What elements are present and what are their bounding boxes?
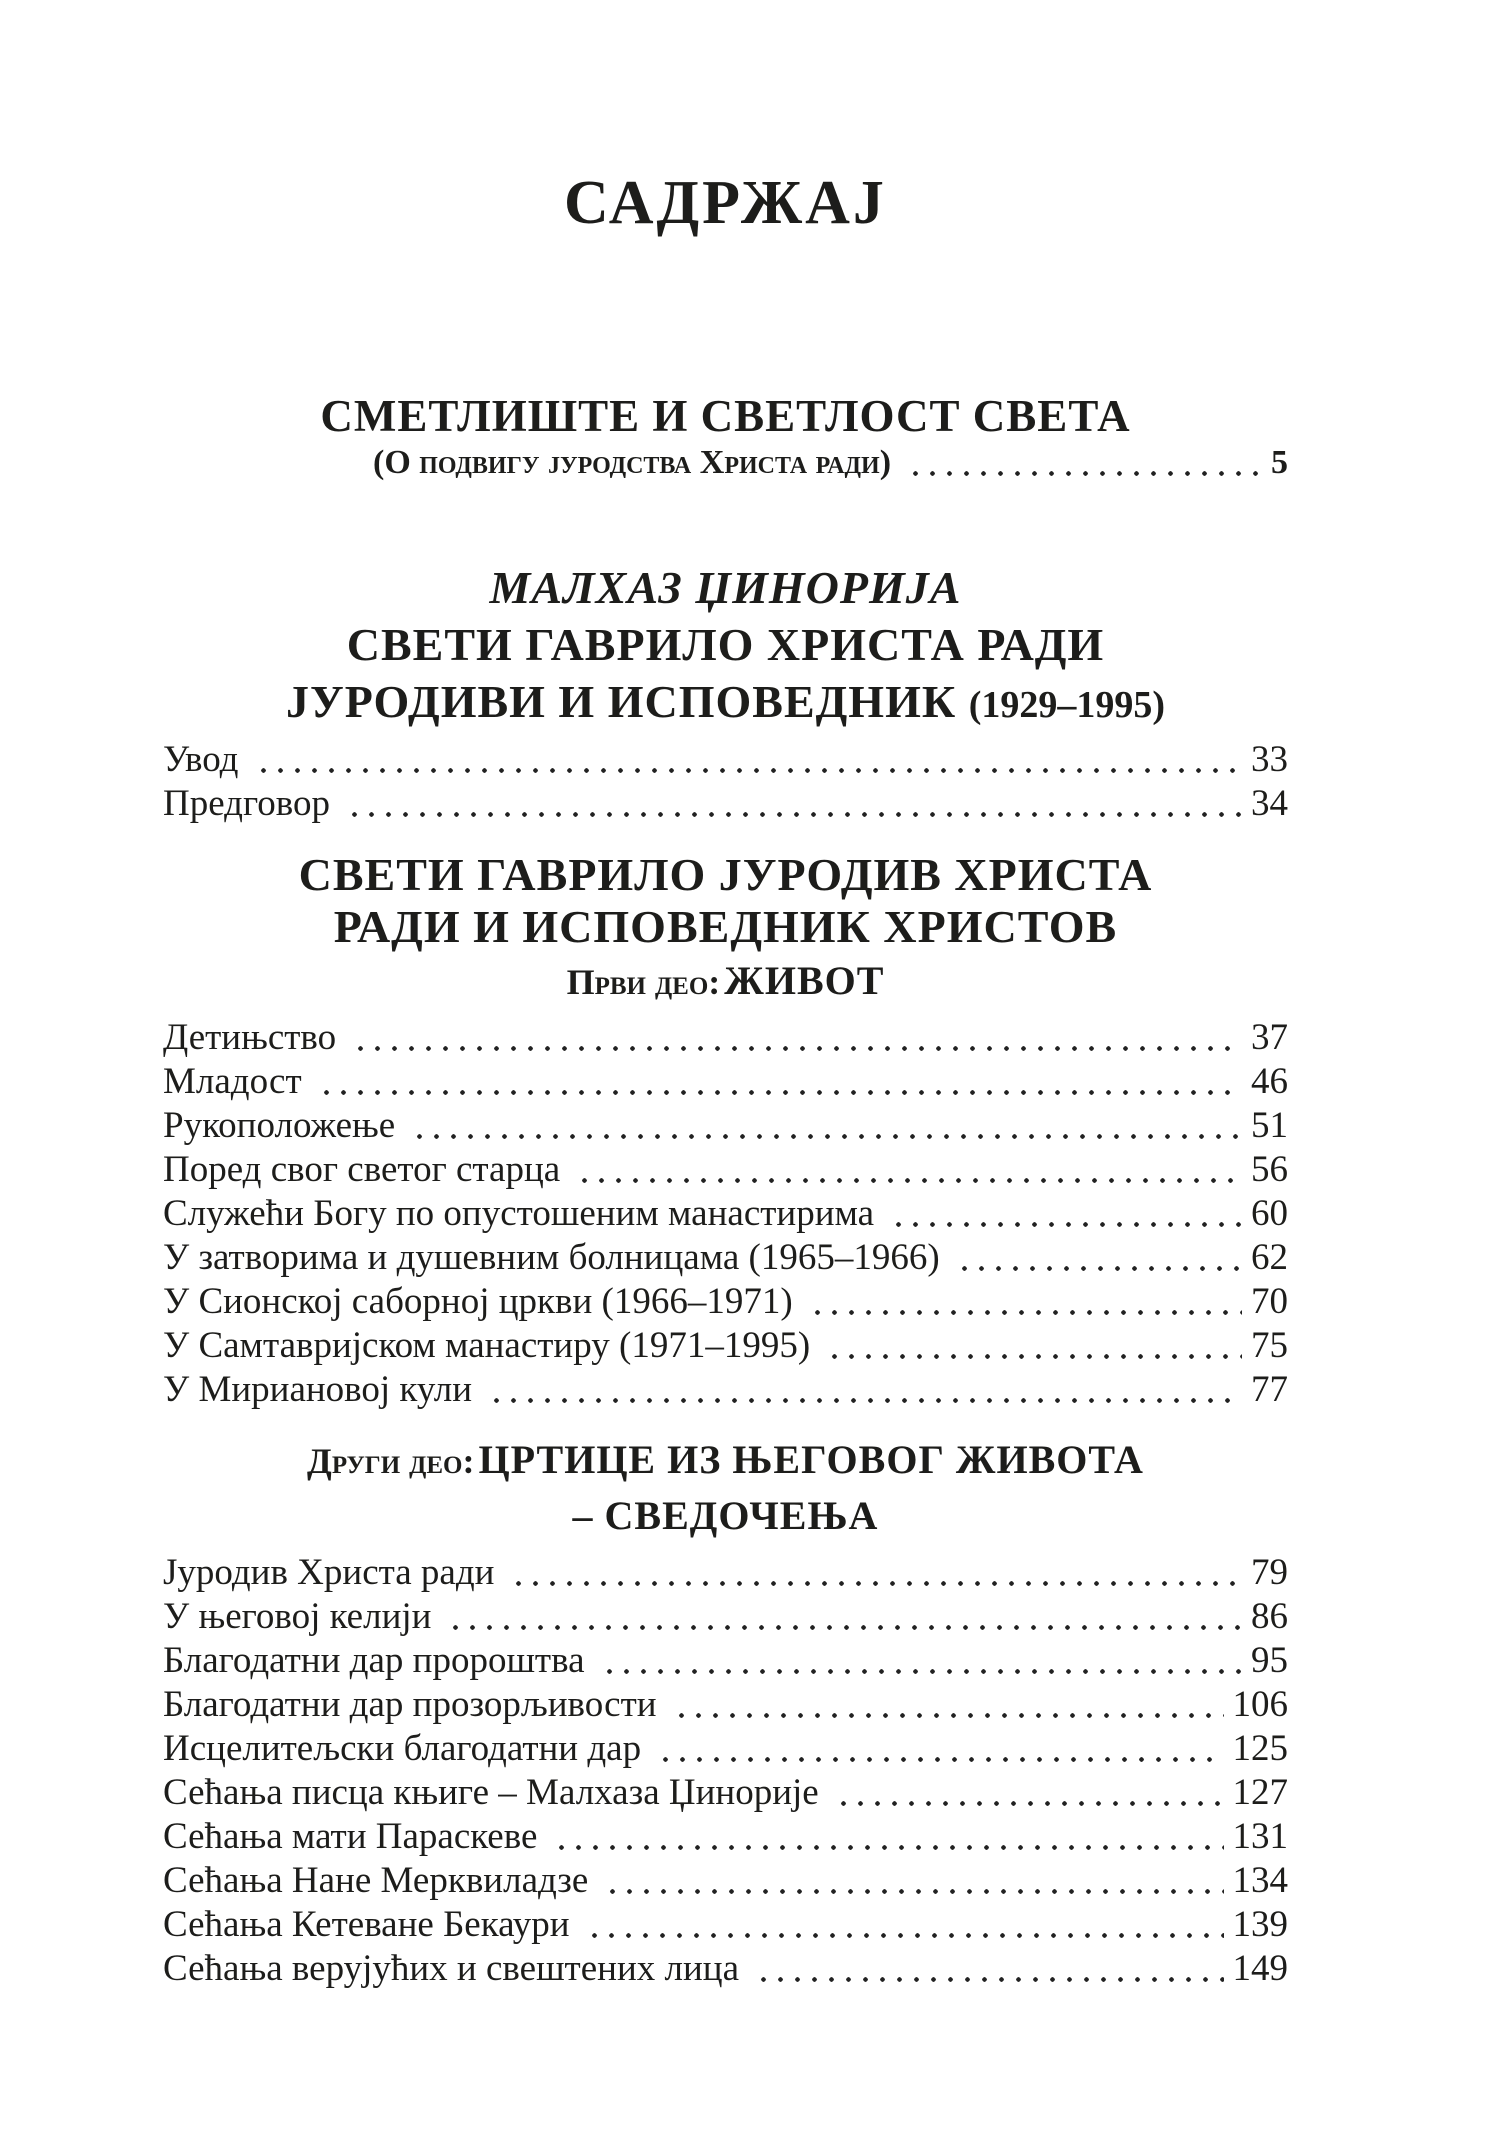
toc-page-number: 33: [1251, 739, 1288, 780]
part1-rows: [163, 1016, 1288, 1412]
toc-entry: [163, 1903, 1288, 1947]
toc-page-number: 5: [1271, 444, 1288, 481]
toc-entry: [163, 1815, 1288, 1859]
toc-entry: [163, 782, 1288, 826]
toc-entry: [163, 1016, 1288, 1060]
toc-page-number: 79: [1251, 1552, 1288, 1593]
toc-content: [163, 0, 1288, 1991]
toc-dot-leader: [820, 1324, 1242, 1368]
part1-heading: [163, 957, 1288, 1014]
toc-page-number: 77: [1251, 1369, 1288, 1410]
toc-entry-label: Благодатни дар пророштва: [163, 1640, 585, 1681]
toc-entry-label: Рукоположење: [163, 1105, 396, 1146]
toc-entry-label: Сећања Кетеване Бекаури: [163, 1904, 570, 1945]
book-heading: [163, 559, 1288, 734]
toc-page-number: 46: [1251, 1061, 1288, 1102]
toc-page-number: 125: [1232, 1728, 1288, 1769]
saint-heading: [163, 849, 1288, 953]
toc-page-number: 95: [1251, 1640, 1288, 1681]
toc-entry-label: Младост: [163, 1061, 302, 1102]
toc-dot-leader: [482, 1368, 1242, 1412]
toc-dot-leader: [651, 1727, 1223, 1771]
part2-title-line1: ЦРТИЦЕ ИЗ ЊЕГОВОГ ЖИВОТА: [478, 1437, 1144, 1482]
toc-dot-leader: [749, 1947, 1224, 1991]
toc-entry: [163, 1324, 1288, 1368]
part2-heading-line1: [163, 1436, 1288, 1493]
toc-entry: [163, 1236, 1288, 1280]
toc-entry-label: Предговор: [163, 783, 330, 824]
toc-entry-label: Поред свог светог старца: [163, 1149, 561, 1190]
book-title-years: (1929–1995): [968, 684, 1166, 726]
toc-dot-leader: [580, 1903, 1224, 1947]
part1-label: Први део:: [566, 962, 721, 1002]
part2-heading: [163, 1436, 1288, 1539]
part2-rows: [163, 1551, 1288, 1991]
toc-entry-label: Сећања Нане Мерквиладзе: [163, 1860, 589, 1901]
book-title-line1: СВЕТИ ГАВРИЛО ХРИСТА РАДИ: [346, 619, 1105, 670]
toc-page-number: 139: [1232, 1904, 1288, 1945]
toc-entry-label: (О подвигу јуродства Христа ради): [373, 444, 892, 481]
toc-dot-leader: [504, 1551, 1242, 1595]
toc-entry: [163, 1947, 1288, 1991]
toc-dot-leader: [405, 1104, 1242, 1148]
toc-dot-leader: [950, 1236, 1242, 1280]
toc-entry: [373, 441, 1288, 485]
toc-entry: [163, 1104, 1288, 1148]
toc-page-number: 131: [1232, 1816, 1288, 1857]
toc-dot-leader: [441, 1595, 1242, 1639]
toc-entry: [163, 1595, 1288, 1639]
book-title-line2: [163, 673, 1288, 734]
toc-dot-leader: [570, 1148, 1242, 1192]
toc-page-number: 134: [1232, 1860, 1288, 1901]
toc-page-number: 127: [1232, 1772, 1288, 1813]
book-author: МАЛХАЗ ЏИНОРИЈА: [489, 562, 962, 613]
toc-page-number: 70: [1251, 1281, 1288, 1322]
toc-entry-label: Сећања мати Параскеве: [163, 1816, 538, 1857]
toc-page-number: 60: [1251, 1193, 1288, 1234]
toc-dot-leader: [884, 1192, 1242, 1236]
saint-heading-line1: СВЕТИ ГАВРИЛО ЈУРОДИВ ХРИСТА: [298, 849, 1153, 900]
toc-entry-label: Сећања верујућих и свештених лица: [163, 1948, 739, 1989]
toc-entry: [163, 1859, 1288, 1903]
toc-dot-leader: [901, 441, 1262, 485]
toc-dot-leader: [803, 1280, 1242, 1324]
toc-page-number: 86: [1251, 1596, 1288, 1637]
toc-entry: [163, 1727, 1288, 1771]
toc-page-number: 34: [1251, 783, 1288, 824]
toc-dot-leader: [340, 782, 1242, 826]
toc-entry: [163, 1368, 1288, 1412]
part2-title-line2: – СВЕДОЧЕЊА: [572, 1493, 879, 1538]
section-intro-heading: СМЕТЛИШТЕ И СВЕТЛОСТ СВЕТА: [320, 391, 1131, 441]
toc-entry: [163, 1551, 1288, 1595]
toc-entry-label: Увод: [163, 739, 239, 780]
toc-dot-leader: [312, 1060, 1242, 1104]
toc-dot-leader: [249, 738, 1243, 782]
toc-entry: [163, 1683, 1288, 1727]
toc-entry-label: Исцелитељски благодатни дар: [163, 1728, 642, 1769]
toc-entry: [163, 1771, 1288, 1815]
toc-entry-label: У Сионској саборној цркви (1966–1971): [163, 1281, 793, 1322]
toc-dot-leader: [829, 1771, 1224, 1815]
toc-entry-label: Благодатни дар прозорљивости: [163, 1684, 657, 1725]
toc-page-number: 75: [1251, 1325, 1288, 1366]
toc-page-number: 62: [1251, 1237, 1288, 1278]
part2-label: Други део:: [307, 1441, 475, 1481]
toc-entry: [163, 1639, 1288, 1683]
toc-dot-leader: [346, 1016, 1242, 1060]
toc-entry: [163, 1280, 1288, 1324]
toc-entry-label: У Мириановој кули: [163, 1369, 473, 1410]
toc-entry-label: Сећања писца књиге – Малхаза Џинорије: [163, 1772, 819, 1813]
toc-entry-label: У његовој келији: [163, 1596, 432, 1637]
toc-dot-leader: [595, 1639, 1242, 1683]
toc-entry-label: Служећи Богу по опустошеним манастирима: [163, 1193, 875, 1234]
toc-entry-label: Јуродив Христа ради: [163, 1552, 495, 1593]
toc-page-number: 106: [1232, 1684, 1288, 1725]
toc-entry: [163, 1060, 1288, 1104]
toc-entry: [163, 1148, 1288, 1192]
saint-heading-line2: РАДИ И ИСПОВЕДНИК ХРИСТОВ: [333, 901, 1118, 952]
toc-page-number: 149: [1232, 1948, 1288, 1989]
toc-entry-label: Детињство: [163, 1017, 337, 1058]
page-title: САДРЖАЈ: [564, 169, 887, 237]
book-title-line2-text: ЈУРОДИВИ И ИСПОВЕДНИК: [285, 676, 957, 727]
toc-page-number: 51: [1251, 1105, 1288, 1146]
toc-dot-leader: [598, 1859, 1223, 1903]
toc-entry: [163, 1192, 1288, 1236]
intro-rows: [163, 738, 1288, 826]
toc-page-number: 56: [1251, 1149, 1288, 1190]
toc-dot-leader: [547, 1815, 1223, 1859]
part1-title: ЖИВОТ: [724, 958, 885, 1003]
toc-dot-leader: [667, 1683, 1224, 1727]
toc-page-number: 37: [1251, 1017, 1288, 1058]
toc-entry-label: У затворима и душевним болницама (1965–1966): [163, 1237, 940, 1278]
toc-entry-label: У Самтавријском манастиру (1971–1995): [163, 1325, 811, 1366]
toc-entry: [163, 738, 1288, 782]
